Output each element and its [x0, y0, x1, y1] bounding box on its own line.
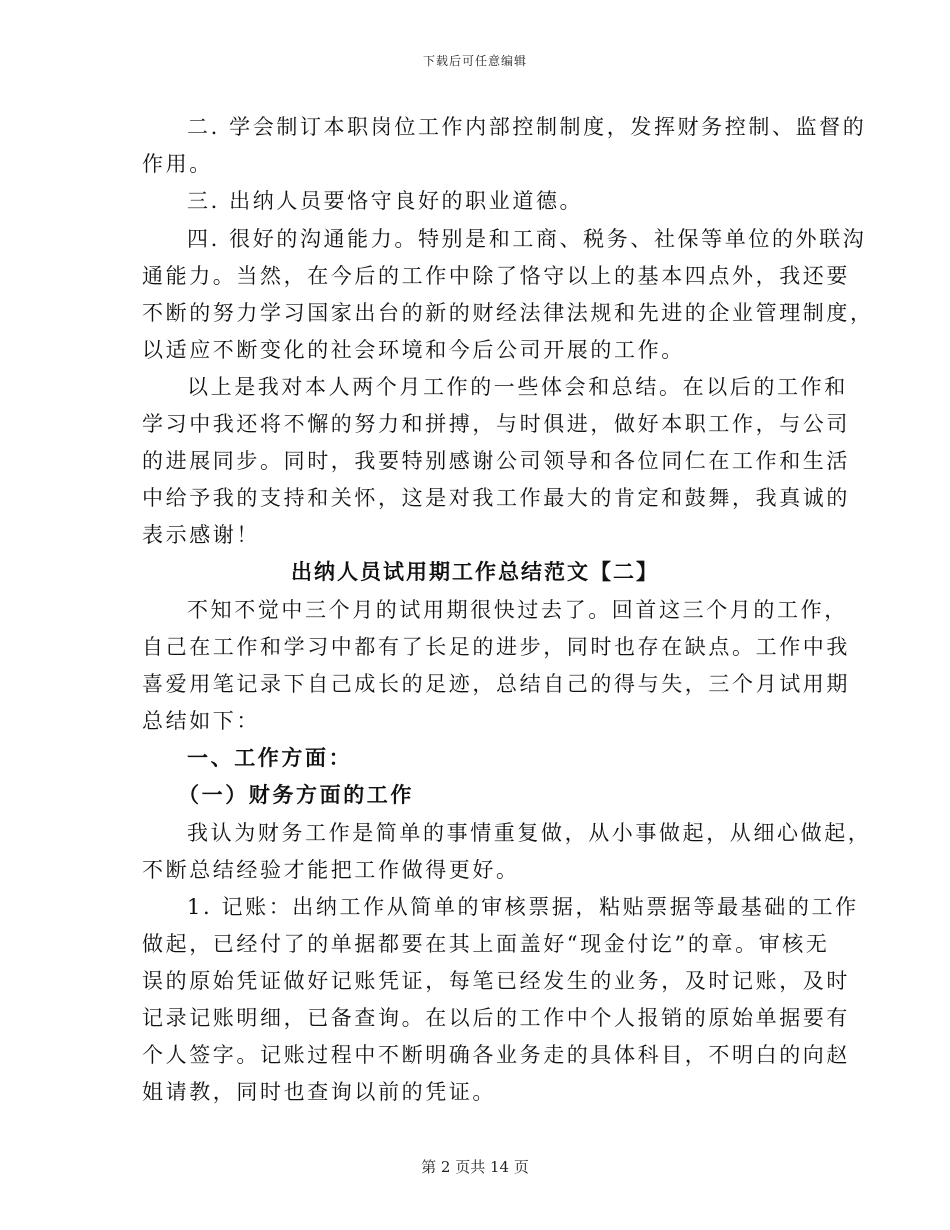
body-line: 记录记账明细，已备查询。在以后的工作中个人报销的原始单据要有 — [142, 1006, 850, 1030]
body-line: 1. 记账：出纳工作从简单的审核票据，粘贴票据等最基础的工作 — [187, 895, 859, 919]
body-line: 做起，已经付了的单据都要在其上面盖好“现金付讫”的章。审核无 — [142, 932, 830, 956]
body-line: 不断总结经验才能把工作做得更好。 — [142, 858, 520, 882]
body-line: 个人签字。记账过程中不断明确各业务走的具体科目，不明白的向赵 — [142, 1043, 850, 1067]
body-line: 不知不觉中三个月的试用期很快过去了。回首这三个月的工作， — [187, 598, 848, 622]
body-line: 以适应不断变化的社会环境和今后公司开展的工作。 — [142, 338, 685, 362]
body-line: 学习中我还将不懈的努力和拼搏，与时俱进，做好本职工作，与公司 — [142, 412, 850, 436]
body-line: 的进展同步。同时，我要特别感谢公司领导和各位同仁在工作和生活 — [142, 449, 850, 473]
page-header: 下载后可任意编辑 — [422, 54, 527, 68]
body-line: 以上是我对本人两个月工作的一些体会和总结。在以后的工作和 — [187, 375, 848, 399]
heading-work: 一、工作方面： — [187, 745, 353, 770]
body-line: 我认为财务工作是简单的事情重复做，从小事做起，从细心做起， — [187, 821, 872, 845]
body-line: 总结如下： — [142, 709, 260, 733]
body-line: 作用。 — [142, 152, 213, 176]
body-line: 喜爱用笔记录下自己成长的足迹，总结自己的得与失，三个月试用期 — [142, 672, 850, 696]
body-line: 四. 很好的沟通能力。特别是和工商、税务、社保等单位的外联沟 — [187, 227, 867, 251]
body-line: 姐请教，同时也查询以前的凭证。 — [142, 1080, 496, 1104]
body-line: 通能力。当然，在今后的工作中除了恪守以上的基本四点外，我还要 — [142, 264, 850, 288]
heading-finance: （一）财务方面的工作 — [178, 782, 414, 807]
body-line: 三. 出纳人员要恪守良好的职业道德。 — [187, 189, 584, 213]
body-line: 二. 学会制订本职岗位工作内部控制制度，发挥财务控制、监督的 — [187, 115, 867, 139]
section-title: 出纳人员试用期工作总结范文【二】 — [291, 559, 659, 584]
body-line: 自己在工作和学习中都有了长足的进步，同时也存在缺点。工作中我 — [142, 635, 850, 659]
body-line: 误的原始凭证做好记账凭证，每笔已经发生的业务，及时记账，及时 — [142, 969, 850, 993]
body-line: 不断的努力学习国家出台的新的财经法律法规和先进的企业管理制度， — [142, 301, 874, 325]
body-line: 中给予我的支持和关怀，这是对我工作最大的肯定和鼓舞，我真诚的 — [142, 486, 850, 510]
page-footer: 第 2 页共 14 页 — [421, 1158, 529, 1176]
body-line: 表示感谢！ — [142, 523, 260, 547]
